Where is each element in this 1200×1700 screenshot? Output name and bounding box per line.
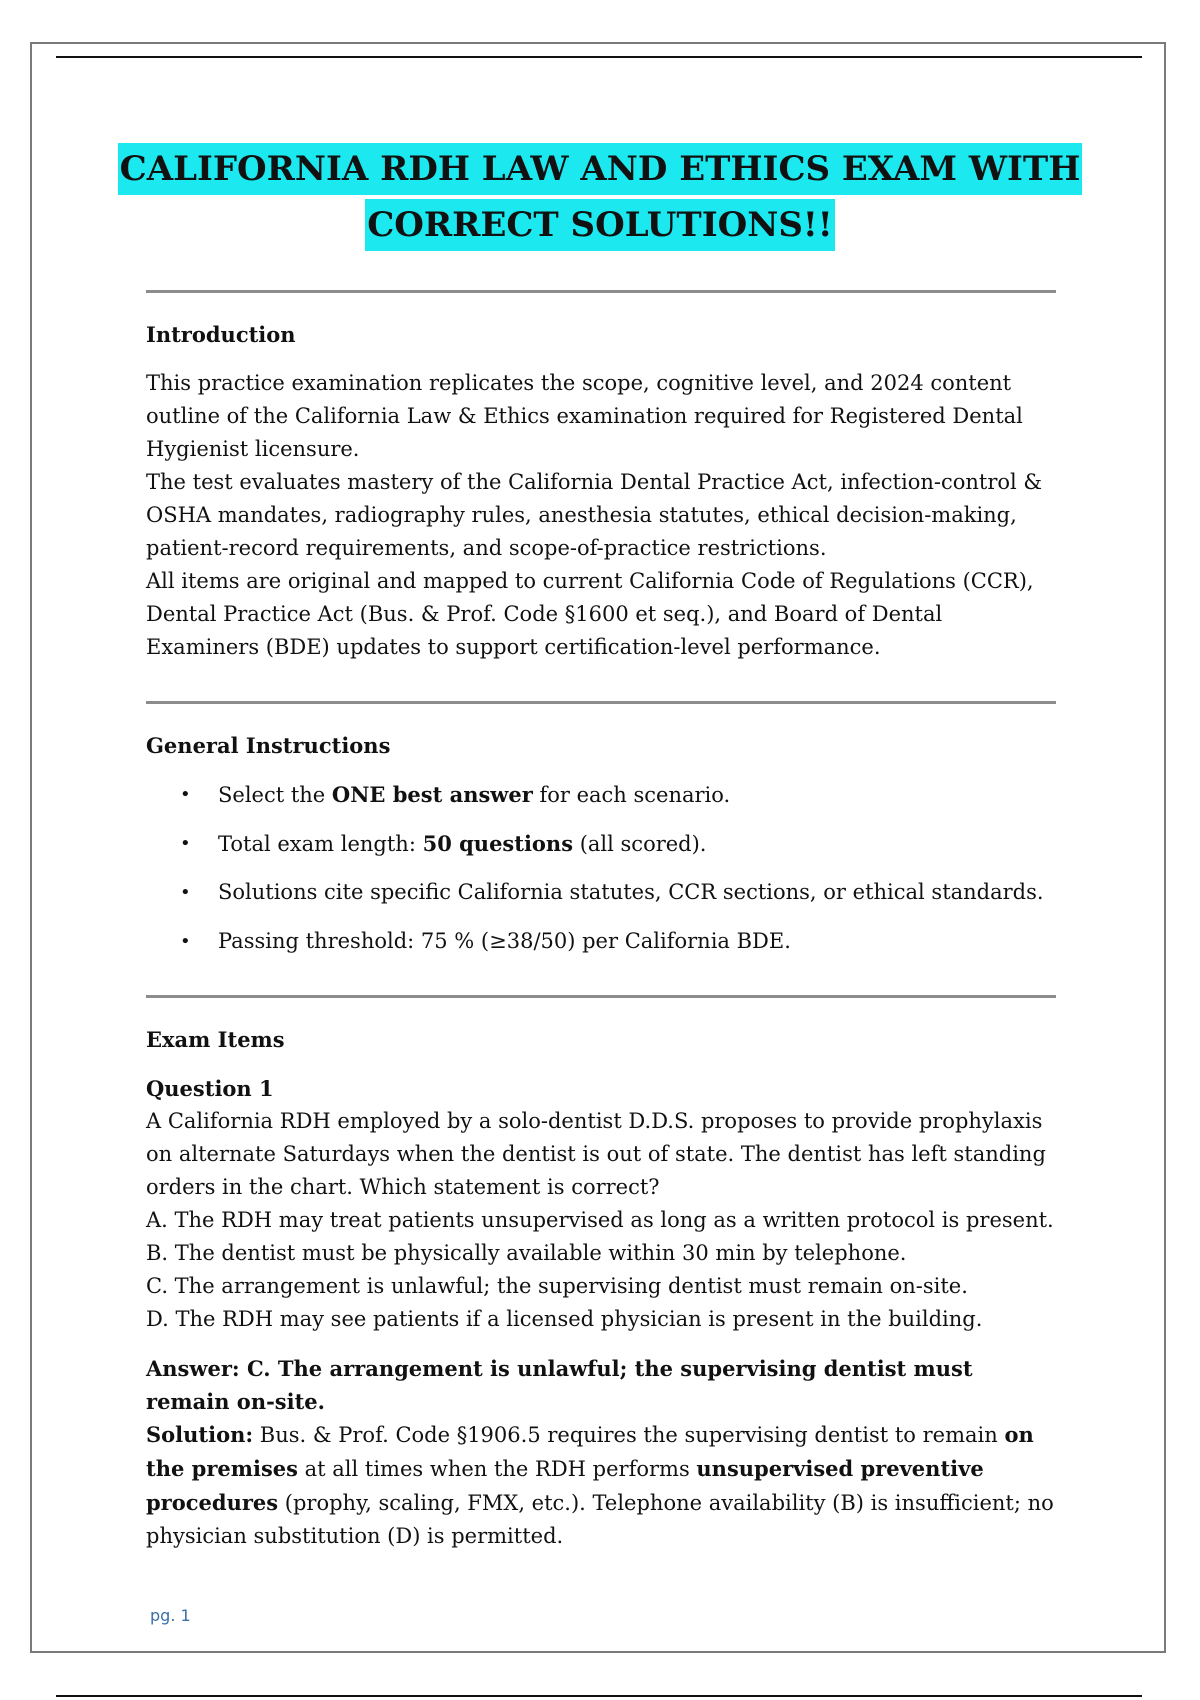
instructions-list	[146, 778, 1061, 974]
introduction-heading: Introduction	[146, 322, 296, 347]
bullet-icon: •	[180, 833, 191, 854]
list-item: • Solutions cite specific California statutes, CCR sections, or ethical standards.	[146, 876, 1061, 925]
question-label: Question 1	[146, 1076, 274, 1101]
header-rule	[56, 56, 1142, 58]
section-divider	[146, 701, 1056, 704]
answer-option: A. The RDH may treat patients unsupervised as long as a written protocol is present.	[146, 1208, 1054, 1232]
exam-items-heading: Exam Items	[146, 1027, 285, 1052]
answer-option: C. The arrangement is unlawful; the supervising dentist must remain on-site.	[146, 1274, 968, 1298]
instructions-section	[146, 729, 1061, 974]
intro-paragraph: All items are original and mapped to current California Code of Regulations (CCR), Dental Practice Act (Bus. & Prof. Code §1600 et seq.), and Board of Dental Examiners (BDE) updates to support certification-level performance.	[146, 569, 1034, 659]
bullet-icon: •	[180, 784, 191, 805]
instructions-heading: General Instructions	[146, 733, 391, 758]
bullet-icon: •	[180, 931, 191, 952]
section-divider	[146, 995, 1056, 998]
answer-option: B. The dentist must be physically available within 30 min by telephone.	[146, 1241, 907, 1265]
intro-paragraph: This practice examination replicates the scope, cognitive level, and 2024 content outline of the California Law & Ethics examination required for Registered Dental Hygienist licensure.	[146, 371, 1023, 461]
section-divider	[146, 290, 1056, 293]
footer-rule	[56, 1695, 1142, 1697]
solution-text: Solution: Bus. & Prof. Code §1906.5 requires the supervising dentist to remain on the premises at all times when the RDH performs unsupervised preventive procedures (prophy, scaling, FMX, etc.). Telephone availability (B) is insufficient; no physician substitution (D) is permitted.	[146, 1422, 1054, 1548]
bullet-icon: •	[180, 882, 191, 903]
correct-answer: Answer: C. The arrangement is unlawful; the supervising dentist must remain on-site.	[146, 1356, 973, 1414]
title-line-2: CORRECT SOLUTIONS!!	[365, 199, 834, 251]
answer-option: D. The RDH may see patients if a licensed physician is present in the building.	[146, 1307, 983, 1331]
page-number: pg. 1	[150, 1606, 191, 1625]
document-title	[40, 143, 1160, 251]
introduction-section	[146, 318, 1061, 664]
list-item: • Total exam length: 50 questions (all scored).	[146, 827, 1061, 876]
title-line-1: CALIFORNIA RDH LAW AND ETHICS EXAM WITH	[118, 143, 1083, 195]
list-item: • Select the ONE best answer for each scenario.	[146, 778, 1061, 827]
list-item: • Passing threshold: 75 % (≥38/50) per California BDE.	[146, 925, 1061, 974]
exam-items-section	[146, 1023, 1061, 1553]
intro-paragraph: The test evaluates mastery of the California Dental Practice Act, infection-control & OSHA mandates, radiography rules, anesthesia statutes, ethical decision-making, patient-record requirements, and scope-of-practice restrictions.	[146, 470, 1043, 560]
question-stem: A California RDH employed by a solo-dentist D.D.S. proposes to provide prophylaxis on alternate Saturdays when the dentist is out of state. The dentist has left standing orders in the chart. Which statement is correct?	[146, 1109, 1046, 1199]
